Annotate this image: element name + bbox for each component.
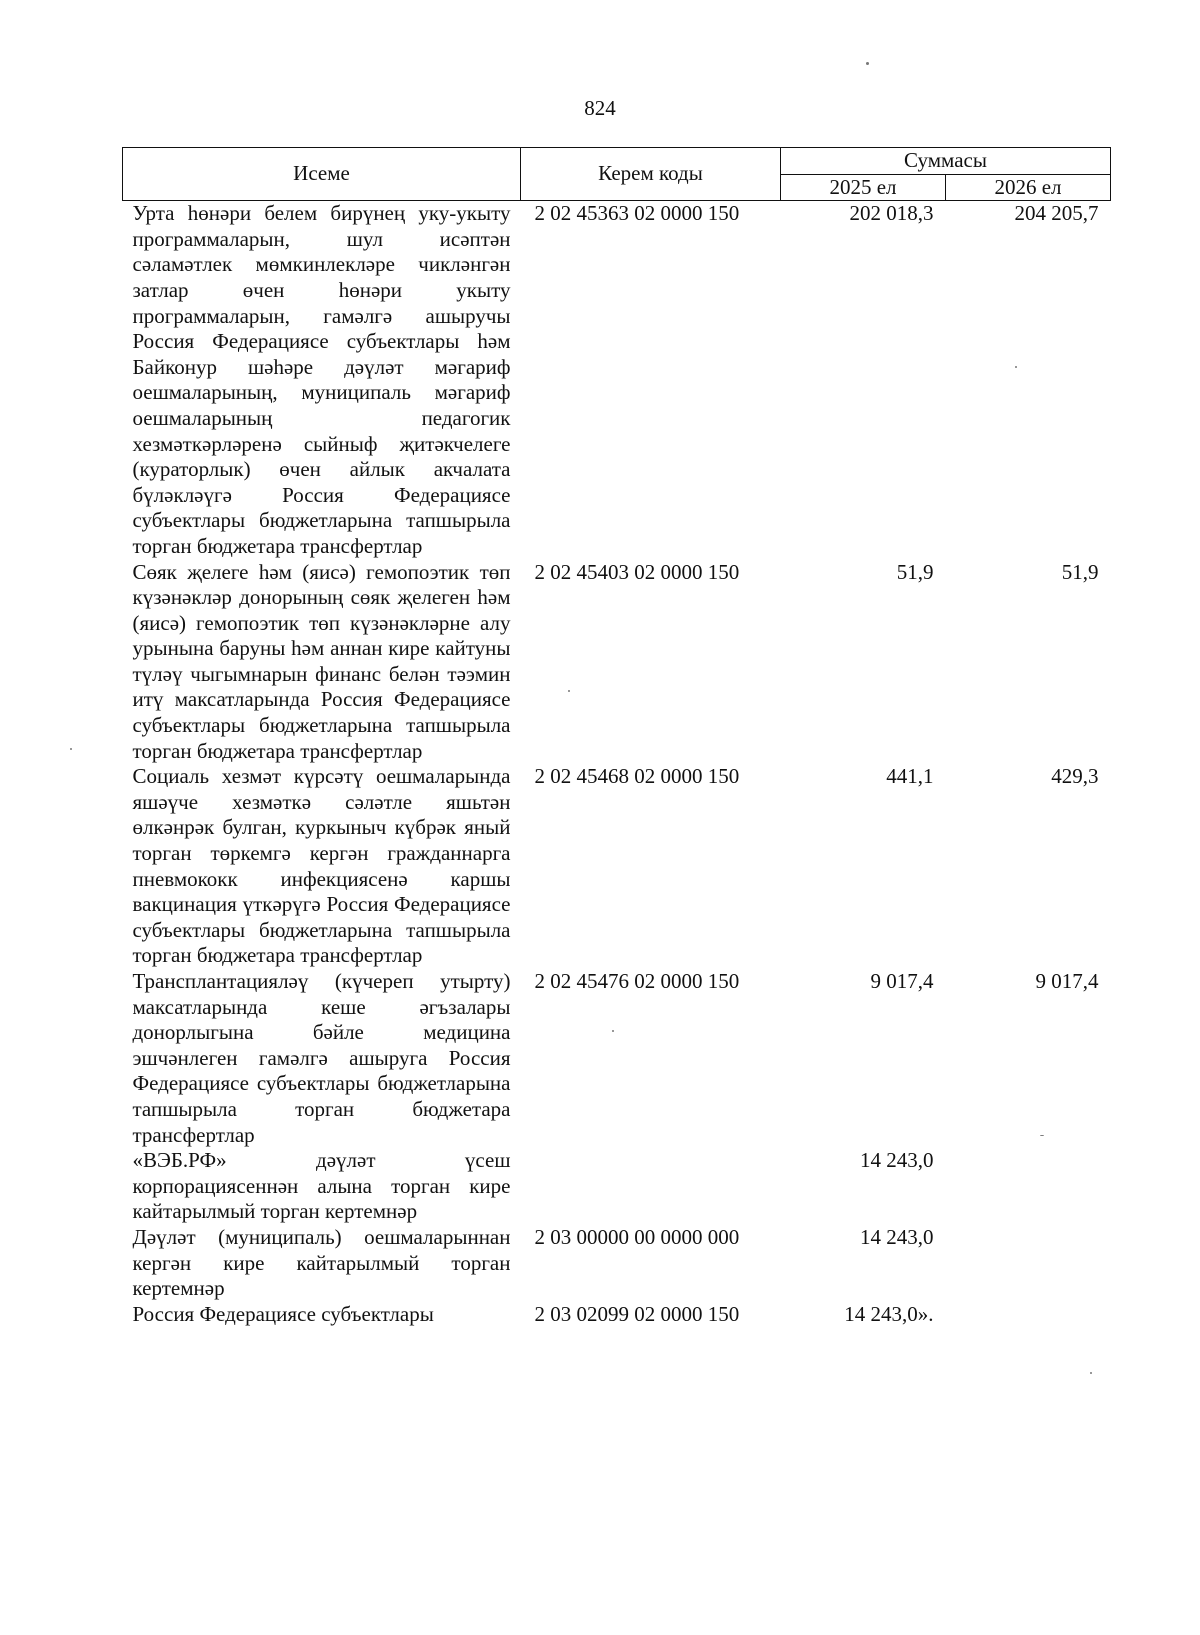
row-code: 2 02 45403 02 0000 150 (534, 559, 740, 584)
row-value-2026 (946, 1302, 1111, 1328)
scan-speck (1040, 1135, 1044, 1136)
scan-speck (568, 690, 570, 692)
scan-speck (1090, 1372, 1092, 1374)
row-name: Дәүләт (муниципаль) оешмаларыннан кергән кире кайтарылмый торган кертемнәр (132, 1224, 511, 1301)
row-value-2026: 429,3 (1051, 764, 1099, 789)
row-value-2026: 204 205,7 (1014, 201, 1099, 226)
table-body (123, 201, 1111, 1328)
table-row (123, 764, 1111, 969)
header-year-2025: 2025 ел (781, 174, 946, 201)
row-value-2026 (946, 1148, 1111, 1225)
table-header (123, 148, 1111, 201)
row-name: Сөяк җелеге һәм (яисә) гемопоэтик төп күзәнәкләр донорының сөяк җелеген һәм (яисә) гемопоэтик төп күзәнәкләрне алу урынына баруны һәм аннан кире кайтуны түләү чыгымнарын финанс белән тәэмин итү максатларында Россия Федерациясе субъектлары бюджетларына тапшырыла торган бюджетара трансфертлар (132, 559, 511, 763)
table-row (123, 1225, 1111, 1302)
table-row (123, 201, 1111, 560)
scan-speck (612, 1030, 614, 1032)
row-value-2026 (946, 1225, 1111, 1302)
table-row (123, 969, 1111, 1148)
row-code: 2 02 45363 02 0000 150 (534, 201, 740, 226)
row-code: 2 03 00000 00 0000 000 (534, 1224, 740, 1249)
row-value-2025: 202 018,3 (849, 201, 934, 226)
table-row (123, 1302, 1111, 1328)
page-number: 824 (584, 96, 616, 120)
scan-speck (1015, 366, 1017, 368)
row-value-2026: 51,9 (1061, 559, 1099, 584)
scan-speck (70, 748, 72, 750)
table-row (123, 560, 1111, 765)
row-value-2025: 441,1 (886, 764, 934, 789)
table-row (123, 1148, 1111, 1225)
header-sums: Суммасы (781, 148, 1111, 175)
row-value-2026: 9 017,4 (1035, 969, 1099, 993)
header-code: Керем коды (521, 148, 781, 201)
row-code (521, 1148, 781, 1225)
row-name: Россия Федерациясе субъектлары (132, 1301, 434, 1326)
row-name: Социаль хезмәт күрсәтү оешмаларында яшәүче хезмәткә сәләтле яшьтән өлкәнрәк булган, куркыныч күбрәк яный торган төркемгә кергән гражданнарга пневмококк инфекциясенә каршы вакцинация үткәрүгә Россия Федерациясе субъектлары бюджетларына тапшырыла торган бюджетара трансфертлар (132, 764, 511, 968)
row-code: 2 02 45476 02 0000 150 (534, 969, 740, 993)
scan-speck (866, 62, 869, 65)
header-name: Исеме (123, 148, 521, 201)
budget-table (122, 147, 1111, 1327)
header-year-2026: 2026 ел (946, 174, 1111, 201)
row-value-2025: 9 017,4 (870, 969, 934, 993)
row-value-2025: 14 243,0». (844, 1301, 934, 1326)
row-name: Трансплантацияләү (күчереп утырту) максатларында кеше әгъзалары донорлыгына бәйле медицина эшчәнлеген гамәлгә ашыруга Россия Федерациясе субъектлары бюджетларына тапшырыла торган бюджетара трансфертлар (132, 969, 511, 1147)
row-code: 2 03 02099 02 0000 150 (534, 1301, 740, 1326)
row-value-2025: 51,9 (896, 559, 934, 584)
row-value-2025: 14 243,0 (860, 1148, 934, 1173)
row-code: 2 02 45468 02 0000 150 (534, 764, 740, 789)
row-name: Урта һөнәри белем бирүнең уку-укыту программаларын, шул исәптән сәламәтлек мөмкинлекләре чикләнгән затлар өчен һөнәри укыту программаларын, гамәлгә ашыручы Россия Федерациясе субъектлары һәм Байконур шәһәре дәүләт мәгариф оешмаларының, муниципаль мәгариф оешмаларының педагогик хезмәткәрләренә сыйныф җитәкчелеге (кураторлык) өчен айлык акчалата бүләкләүгә Россия Федерациясе субъектлары бюджетларына тапшырыла торган бюджетара трансфертлар (132, 201, 511, 558)
row-value-2025: 14 243,0 (860, 1224, 934, 1249)
row-name: «ВЭБ.РФ» дәүләт үсеш корпорациясеннән алына торган кире кайтарылмый торган кертемнәр (132, 1148, 511, 1224)
